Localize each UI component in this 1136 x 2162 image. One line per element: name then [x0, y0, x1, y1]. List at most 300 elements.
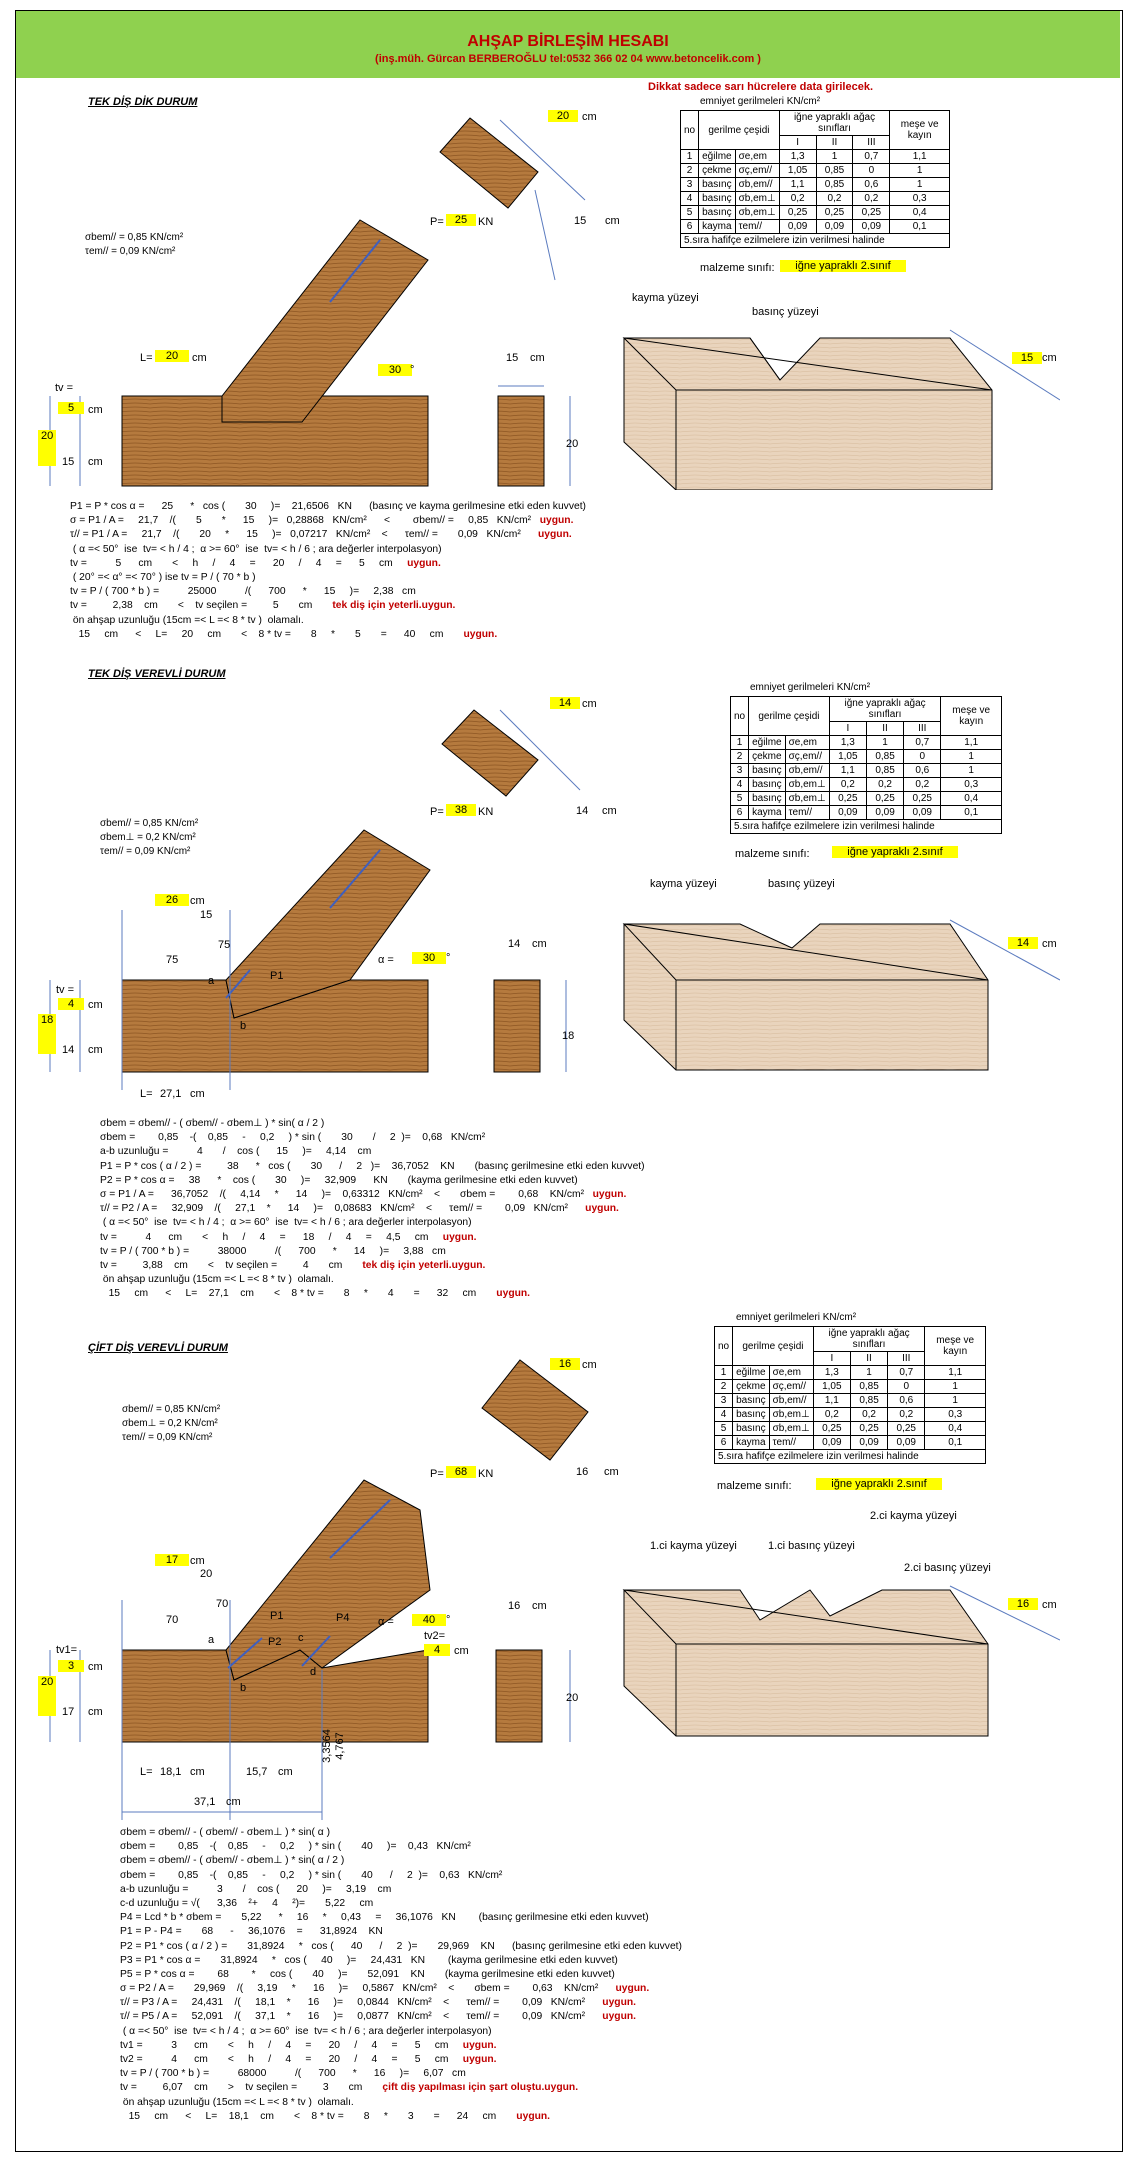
- tau-line: τem// = 0,09 KN/cm²: [100, 846, 191, 857]
- unit: cm: [88, 1706, 103, 1718]
- surface-label: kayma yüzeyi: [632, 292, 699, 304]
- unit: cm: [88, 456, 103, 468]
- calc-line: τ// = P5 / A = 52,091 /( 37,1 * 16 )= 0,0877 KN/cm² < τem// = 0,09 KN/cm² uygun.: [120, 2011, 637, 2023]
- surface-label: basınç yüzeyi: [752, 306, 819, 318]
- calc-line: a-b uzunluğu = 3 / cos ( 20 )= 3,19 cm: [120, 1883, 392, 1895]
- table-cell: 0,09: [853, 220, 890, 234]
- table-cell: 0,1: [941, 806, 1002, 820]
- calc-line: σ = P1 / A = 36,7052 /( 4,14 * 14 )= 0,63312 KN/cm² < σbem = 0,68 KN/cm² uygun.: [100, 1188, 627, 1200]
- table-cell: 5: [681, 206, 699, 220]
- angle: 75: [218, 939, 231, 951]
- tv-label: tv =: [55, 382, 74, 394]
- table-cell: 1,05: [779, 164, 816, 178]
- input-tv[interactable]: 4: [58, 998, 84, 1010]
- unit: cm: [88, 999, 103, 1011]
- angle: 15: [200, 909, 213, 921]
- sec-height: 18: [562, 1030, 575, 1042]
- table-cell: σb,em⊥: [769, 1408, 813, 1422]
- table-cell: 0,2: [853, 192, 890, 206]
- section-title: TEK DİŞ DİK DURUM: [88, 96, 198, 108]
- table-cell: 1,3: [813, 1366, 850, 1380]
- col-oak: meşe ve kayın: [941, 697, 1002, 736]
- table-cell: 1,1: [813, 1394, 850, 1408]
- ltot-value: 37,1: [194, 1796, 216, 1808]
- table-cell: 1: [681, 150, 699, 164]
- table-cell: 0,09: [813, 1436, 850, 1450]
- alpha-label: α =: [378, 1616, 394, 1628]
- post-end: [440, 118, 538, 208]
- col-needle: iğne yapraklı ağaç sınıfları: [829, 697, 941, 722]
- vertical-dim: 4,767: [333, 1732, 346, 1760]
- table-row: [715, 1422, 986, 1436]
- calc-line: tv = P / ( 700 * b ) = 68000 /( 700 * 16 )= 6,07 cm: [120, 2068, 466, 2080]
- col-type: gerilme çeşidi: [749, 697, 830, 736]
- calc-line: 15 cm < L= 27,1 cm < 8 * tv = 8 * 4 = 32 cm uygun.: [100, 1288, 531, 1300]
- class-3: III: [888, 1352, 925, 1366]
- stress-table: [730, 696, 1002, 834]
- table-row: [715, 1380, 986, 1394]
- table-cell: τem//: [785, 806, 829, 820]
- tv1-label: tv1=: [56, 1644, 78, 1656]
- table-row: [681, 164, 950, 178]
- table-cell: 0,2: [850, 1408, 887, 1422]
- unit: cm: [532, 938, 547, 950]
- table-cell: 0,7: [853, 150, 890, 164]
- calc-line: τ// = P1 / A = 21,7 /( 20 * 15 )= 0,07217 KN/cm² < τem// = 0,09 KN/cm² uygun.: [70, 529, 572, 541]
- calc-line: c-d uzunluğu = √( 3,36 ²+ 4 ²)= 5,22 cm: [120, 1897, 374, 1909]
- sec-height: 20: [566, 438, 579, 450]
- col-needle: iğne yapraklı ağaç sınıfları: [779, 111, 890, 136]
- class-2: II: [866, 722, 903, 736]
- calc-line: σbem = 0,85 -( 0,85 - 0,2 ) * sin ( 40 / 2 )= 0,63 KN/cm²: [120, 1869, 503, 1881]
- table-cell: 0,25: [904, 792, 941, 806]
- calc-line: tv = 3,88 cm < tv seçilen = 4 cm tek diş için yeterli.uygun.: [100, 1259, 486, 1271]
- l-value: 18,1: [160, 1766, 182, 1778]
- input-b[interactable]: 16: [550, 1358, 580, 1370]
- col-oak: meşe ve kayın: [890, 111, 950, 150]
- unit: cm: [190, 1766, 205, 1778]
- unit: KN: [478, 216, 494, 228]
- table-cell: 0,25: [813, 1422, 850, 1436]
- table-cell: 3: [681, 178, 699, 192]
- table-cell: 0,09: [850, 1436, 887, 1450]
- result-label: uygun.: [592, 1188, 627, 1200]
- l2-value: 15,7: [246, 1766, 268, 1778]
- unit: cm: [88, 404, 103, 416]
- class-2: II: [816, 136, 853, 150]
- table-row: [715, 1394, 986, 1408]
- table-cell: 0,7: [904, 736, 941, 750]
- calc-line: ön ahşap uzunluğu (15cm =< L =< 8 * tv ) olamalı.: [120, 2096, 354, 2108]
- table-cell: 0,25: [850, 1422, 887, 1436]
- table-cell: σe,em: [769, 1366, 813, 1380]
- input-P[interactable]: 38: [446, 804, 476, 816]
- table-cell: 3: [715, 1394, 733, 1408]
- result-label: uygun.: [442, 1231, 477, 1243]
- table-cell: 0,6: [888, 1394, 925, 1408]
- table-cell: 1: [941, 764, 1002, 778]
- table-cell: 0,09: [904, 806, 941, 820]
- section-title: TEK DİŞ VEREVLİ DURUM: [88, 668, 226, 680]
- input-P[interactable]: 25: [446, 214, 476, 226]
- table-cell: 1,1: [829, 764, 866, 778]
- unit: cm: [88, 1661, 103, 1673]
- calc-block-1: [70, 500, 586, 642]
- calc-line: P4 = Lcd * b * σbem = 5,22 * 16 * 0,43 = 36,1076 KN (basınç gerilmesine etki eden kuvvet): [120, 1912, 649, 1924]
- table-cell: 1: [731, 736, 749, 750]
- sigma-perp-line: σbem⊥ = 0,2 KN/cm²: [100, 832, 196, 843]
- calc-line: σ = P2 / A = 29,969 /( 3,19 * 16 )= 0,5867 KN/cm² < σbem = 0,63 KN/cm² uygun.: [120, 1983, 650, 1995]
- input-tv[interactable]: 5: [58, 402, 84, 414]
- table-cell: 4: [731, 778, 749, 792]
- force-label: P4: [336, 1612, 350, 1624]
- table-cell: τem//: [769, 1436, 813, 1450]
- table-cell: 0,09: [888, 1436, 925, 1450]
- table-cell: 0,25: [779, 206, 816, 220]
- table-row: [731, 806, 1002, 820]
- table-cell: 1: [925, 1394, 986, 1408]
- table-cell: 0,85: [816, 178, 853, 192]
- iso-drawing-1: [620, 290, 1060, 490]
- table-cell: 1,3: [829, 736, 866, 750]
- calc-line: tv = 5 cm < h / 4 = 20 / 4 = 5 cm uygun.: [70, 557, 441, 569]
- tau-line: τem// = 0,09 KN/cm²: [122, 1432, 213, 1443]
- input-P[interactable]: 68: [446, 1466, 476, 1478]
- sigma-line: σbem// = 0,85 KN/cm²: [122, 1404, 221, 1415]
- joint-drawing-2: [30, 680, 630, 1110]
- calc-line: tv1 = 3 cm < h / 4 = 20 / 4 = 5 cm uygun.: [120, 2039, 497, 2051]
- calc-block-2: [100, 1117, 645, 1301]
- alpha-label: α =: [378, 954, 394, 966]
- stress-table: [680, 110, 950, 248]
- stress-table-caption: emniyet gerilmeleri KN/cm²: [700, 96, 821, 107]
- tau-line: τem// = 0,09 KN/cm²: [85, 246, 176, 257]
- calc-line: tv = 6,07 cm > tv seçilen = 3 cm çift diş yapılması için şart oluştu.uygun.: [120, 2082, 579, 2094]
- material-value: iğne yapraklı 2.sınıf: [832, 846, 958, 858]
- table-cell: kayma: [749, 806, 785, 820]
- iso-dim-2[interactable]: 14: [1008, 937, 1038, 949]
- table-cell: 0,09: [816, 220, 853, 234]
- table-row: [715, 1366, 986, 1380]
- input-alpha[interactable]: 30: [378, 364, 412, 376]
- table-cell: 3: [731, 764, 749, 778]
- table-cell: 0,4: [925, 1422, 986, 1436]
- result-label: tek diş için yeterli.uygun.: [362, 1259, 486, 1271]
- post-dim: 15: [574, 215, 587, 227]
- table-cell: 0,2: [866, 778, 903, 792]
- calc-line: σbem = 0,85 -( 0,85 - 0,2 ) * sin ( 40 )= 0,43 KN/cm²: [120, 1841, 471, 1853]
- table-note: 5.sıra hafifçe ezilmelere izin verilmesi halinde: [731, 820, 1002, 834]
- table-cell: 0,7: [888, 1366, 925, 1380]
- input-alpha[interactable]: 30: [412, 952, 446, 964]
- table-cell: çekme: [749, 750, 785, 764]
- table-cell: σb,em⊥: [769, 1422, 813, 1436]
- table-cell: σb,em⊥: [785, 778, 829, 792]
- table-cell: σç,em//: [769, 1380, 813, 1394]
- unit: cm: [190, 1088, 205, 1100]
- calc-line: P1 = P - P4 = 68 - 36,1076 = 31,8924 KN: [120, 1926, 383, 1938]
- table-row: [731, 750, 1002, 764]
- point-c: c: [298, 1632, 304, 1644]
- table-cell: çekme: [699, 164, 735, 178]
- input-alpha[interactable]: 40: [412, 1614, 446, 1626]
- table-cell: 2: [681, 164, 699, 178]
- calc-line: ( α =< 50° ise tv= < h / 4 ; α >= 60° ise tv= < h / 6 ; ara değerler interpolasyon): [70, 543, 442, 555]
- calc-line: tv = 4 cm < h / 4 = 18 / 4 = 4,5 cm uygun.: [100, 1231, 477, 1243]
- unit: cm: [1042, 938, 1057, 950]
- table-cell: 1,05: [813, 1380, 850, 1394]
- calc-line: tv = 2,38 cm < tv seçilen = 5 cm tek diş için yeterli.uygun.: [70, 600, 456, 612]
- table-cell: σç,em//: [785, 750, 829, 764]
- table-cell: 0: [888, 1380, 925, 1394]
- sec-width: 14: [508, 938, 521, 950]
- table-cell: 1: [941, 750, 1002, 764]
- table-cell: 1: [925, 1380, 986, 1394]
- calc-line: τ// = P2 / A = 32,909 /( 27,1 * 14 )= 0,08683 KN/cm² < τem// = 0,09 KN/cm² uygun.: [100, 1203, 619, 1215]
- table-cell: 0,2: [779, 192, 816, 206]
- input-tv1[interactable]: 3: [58, 1660, 84, 1672]
- unit: cm: [192, 352, 207, 364]
- calc-line: ( α =< 50° ise tv= < h / 4 ; α >= 60° ise tv= < h / 6 ; ara değerler interpolasyon): [120, 2025, 492, 2037]
- table-cell: basınç: [733, 1422, 769, 1436]
- table-cell: 0,25: [866, 792, 903, 806]
- unit: cm: [605, 215, 620, 227]
- stress-table-caption: emniyet gerilmeleri KN/cm²: [736, 1312, 857, 1323]
- force-label: P1: [270, 970, 284, 982]
- col-needle: iğne yapraklı ağaç sınıfları: [813, 1327, 925, 1352]
- class-2: II: [850, 1352, 887, 1366]
- table-row: [731, 764, 1002, 778]
- table-cell: 0,09: [829, 806, 866, 820]
- beam-section: [498, 396, 544, 486]
- result-label: uygun.: [537, 529, 572, 541]
- input-tv2[interactable]: 4: [424, 1644, 450, 1656]
- result-label: uygun.: [496, 1288, 531, 1300]
- joint-drawing-1: [30, 90, 630, 500]
- force-label: P1: [270, 1610, 284, 1622]
- point-b: b: [240, 1682, 247, 1694]
- result-label: uygun.: [585, 1203, 619, 1215]
- page-title: AHŞAP BİRLEŞİM HESABI: [467, 33, 669, 50]
- input-h[interactable]: 18: [38, 1014, 56, 1054]
- page-header: [16, 11, 1120, 78]
- table-cell: 1: [715, 1366, 733, 1380]
- input-h[interactable]: 20: [38, 1676, 56, 1716]
- table-cell: basınç: [749, 778, 785, 792]
- table-cell: 5: [715, 1422, 733, 1436]
- table-row: [681, 220, 950, 234]
- table-cell: 0,3: [925, 1408, 986, 1422]
- sigma-line: σbem// = 0,85 KN/cm²: [100, 818, 199, 829]
- material-label: malzeme sınıfı:: [700, 262, 775, 274]
- col-no: no: [681, 111, 699, 150]
- table-cell: eğilme: [699, 150, 735, 164]
- col-no: no: [715, 1327, 733, 1366]
- table-cell: 0,3: [890, 192, 950, 206]
- table-row: [681, 178, 950, 192]
- table-cell: σb,em//: [735, 178, 779, 192]
- table-cell: 1: [890, 178, 950, 192]
- calc-block-3: [120, 1826, 682, 2124]
- l-value: 27,1: [160, 1088, 182, 1100]
- calc-line: σbem = σbem// - ( σbem// - σbem⊥ ) * sin( α ): [120, 1827, 330, 1838]
- post-dim: 16: [576, 1466, 589, 1478]
- result-label: uygun.: [602, 2011, 637, 2023]
- table-cell: eğilme: [749, 736, 785, 750]
- material-value: iğne yapraklı 2.sınıf: [816, 1478, 942, 1490]
- input-L[interactable]: 20: [155, 350, 189, 362]
- force-label: P2: [268, 1636, 282, 1648]
- table-row: [731, 736, 1002, 750]
- result-label: uygun.: [602, 1997, 637, 2009]
- table-cell: 0,09: [779, 220, 816, 234]
- col-oak: meşe ve kayın: [925, 1327, 986, 1366]
- unit: cm: [190, 895, 205, 907]
- calc-line: P3 = P1 * cos α = 31,8924 * cos ( 40 )= 24,431 KN (kayma gerilmesine etki eden kuvvet): [120, 1954, 618, 1966]
- rest-dim: 15: [62, 456, 75, 468]
- table-cell: basınç: [699, 206, 735, 220]
- table-cell: 0,85: [866, 750, 903, 764]
- table-cell: τem//: [735, 220, 779, 234]
- table-cell: 0,4: [941, 792, 1002, 806]
- table-cell: kayma: [733, 1436, 769, 1450]
- input-h[interactable]: 20: [38, 430, 56, 466]
- iso-drawing-2: [620, 880, 1060, 1080]
- surface-label: kayma yüzeyi: [650, 878, 717, 890]
- table-cell: kayma: [699, 220, 735, 234]
- inclined-post: [222, 220, 428, 422]
- unit: cm: [190, 1555, 205, 1567]
- calc-line: P2 = P * cos α = 38 * cos ( 30 )= 32,909 KN (kayma gerilmesine etki eden kuvvet): [100, 1174, 578, 1186]
- class-3: III: [904, 722, 941, 736]
- input-dim-top[interactable]: 26: [155, 894, 189, 906]
- rest-dim: 14: [62, 1044, 75, 1056]
- iso-dim-1[interactable]: 15: [1012, 352, 1042, 364]
- table-cell: 6: [731, 806, 749, 820]
- p-label: P=: [430, 1468, 444, 1480]
- table-cell: basınç: [733, 1394, 769, 1408]
- calc-line: 15 cm < L= 20 cm < 8 * tv = 8 * 5 = 40 cm uygun.: [70, 628, 498, 640]
- calc-line: P5 = P * cos α = 68 * cos ( 40 )= 52,091 KN (kayma gerilmesine etki eden kuvvet): [120, 1968, 615, 1980]
- unit: cm: [582, 698, 597, 710]
- col-no: no: [731, 697, 749, 736]
- point-a: a: [208, 975, 215, 987]
- table-cell: 0,1: [925, 1436, 986, 1450]
- table-cell: basınç: [699, 192, 735, 206]
- sigma-perp-line: σbem⊥ = 0,2 KN/cm²: [122, 1418, 218, 1429]
- surface-label: 1.ci kayma yüzeyi: [650, 1540, 737, 1552]
- input-b[interactable]: 14: [550, 697, 580, 709]
- unit: cm: [454, 1645, 469, 1657]
- table-cell: 1,3: [779, 150, 816, 164]
- sec-width: 16: [508, 1600, 521, 1612]
- table-cell: 0,2: [904, 778, 941, 792]
- table-row: [681, 192, 950, 206]
- deg: °: [446, 1614, 451, 1626]
- table-cell: 0,2: [813, 1408, 850, 1422]
- table-cell: σb,em//: [769, 1394, 813, 1408]
- unit: cm: [530, 352, 545, 364]
- table-cell: 5: [731, 792, 749, 806]
- p-label: P=: [430, 216, 444, 228]
- input-b[interactable]: 20: [548, 110, 578, 122]
- result-label: uygun.: [516, 2110, 551, 2122]
- angle: 70: [216, 1598, 229, 1610]
- table-cell: 2: [715, 1380, 733, 1394]
- table-cell: 0: [904, 750, 941, 764]
- result-label: uygun.: [539, 515, 574, 527]
- calc-line: P2 = P1 * cos ( α / 2 ) = 31,8924 * cos ( 40 / 2 )= 29,969 KN (basınç gerilmesine etki eden kuvvet): [120, 1940, 682, 1952]
- class-1: I: [779, 136, 816, 150]
- table-cell: 0,6: [853, 178, 890, 192]
- table-cell: 1,1: [779, 178, 816, 192]
- point-a: a: [208, 1634, 215, 1646]
- unit: KN: [478, 1468, 494, 1480]
- unit: cm: [226, 1796, 241, 1808]
- calc-line: σbem = σbem// - ( σbem// - σbem⊥ ) * sin( α / 2 ): [100, 1118, 325, 1129]
- table-cell: basınç: [733, 1408, 769, 1422]
- table-cell: basınç: [699, 178, 735, 192]
- calc-line: ( α =< 50° ise tv= < h / 4 ; α >= 60° ise tv= < h / 6 ; ara değerler interpolasyon): [100, 1217, 472, 1229]
- tv-label: tv =: [56, 984, 75, 996]
- result-label: uygun.: [615, 1983, 650, 1995]
- iso-drawing-3: [620, 1540, 1060, 1750]
- result-label: çift diş yapılması için şart oluştu.uygun.: [382, 2082, 579, 2094]
- table-cell: 1,05: [829, 750, 866, 764]
- calc-line: tv2 = 4 cm < h / 4 = 20 / 4 = 5 cm uygun.: [120, 2054, 497, 2065]
- table-cell: 0,2: [888, 1408, 925, 1422]
- table-row: [731, 778, 1002, 792]
- iso-dim-3[interactable]: 16: [1008, 1598, 1038, 1610]
- section-title: ÇİFT DİŞ VEREVLİ DURUM: [88, 1342, 228, 1354]
- stress-table: [714, 1326, 986, 1464]
- unit: cm: [1042, 352, 1057, 364]
- unit: cm: [532, 1600, 547, 1612]
- table-cell: 1,1: [925, 1366, 986, 1380]
- sigma-line: σbem// = 0,85 KN/cm²: [85, 232, 184, 243]
- post-dim: 14: [576, 805, 589, 817]
- l-label: L=: [140, 1088, 153, 1100]
- input-dim-top[interactable]: 17: [155, 1554, 189, 1566]
- class-1: I: [829, 722, 866, 736]
- p-label: P=: [430, 806, 444, 818]
- table-row: [715, 1408, 986, 1422]
- table-cell: σe,em: [785, 736, 829, 750]
- table-cell: 0,25: [829, 792, 866, 806]
- rest-dim: 17: [62, 1706, 75, 1718]
- result-label: uygun.: [462, 2054, 497, 2065]
- table-cell: 0,6: [904, 764, 941, 778]
- table-cell: 1,1: [941, 736, 1002, 750]
- deg: °: [446, 952, 451, 964]
- unit: cm: [1042, 1599, 1057, 1611]
- table-cell: basınç: [749, 764, 785, 778]
- class-1: I: [813, 1352, 850, 1366]
- table-cell: basınç: [749, 792, 785, 806]
- calc-line: 15 cm < L= 18,1 cm < 8 * tv = 8 * 3 = 24 cm uygun.: [120, 2110, 551, 2122]
- table-cell: σb,em⊥: [785, 792, 829, 806]
- sec-width: 15: [506, 352, 519, 364]
- col-type: gerilme çeşidi: [733, 1327, 814, 1366]
- table-cell: σb,em⊥: [735, 192, 779, 206]
- unit: KN: [478, 806, 494, 818]
- result-label: uygun.: [463, 628, 498, 640]
- table-cell: eğilme: [733, 1366, 769, 1380]
- table-row: [731, 792, 1002, 806]
- angle: 70: [166, 1614, 179, 1626]
- table-cell: 6: [681, 220, 699, 234]
- unit: cm: [604, 1466, 619, 1478]
